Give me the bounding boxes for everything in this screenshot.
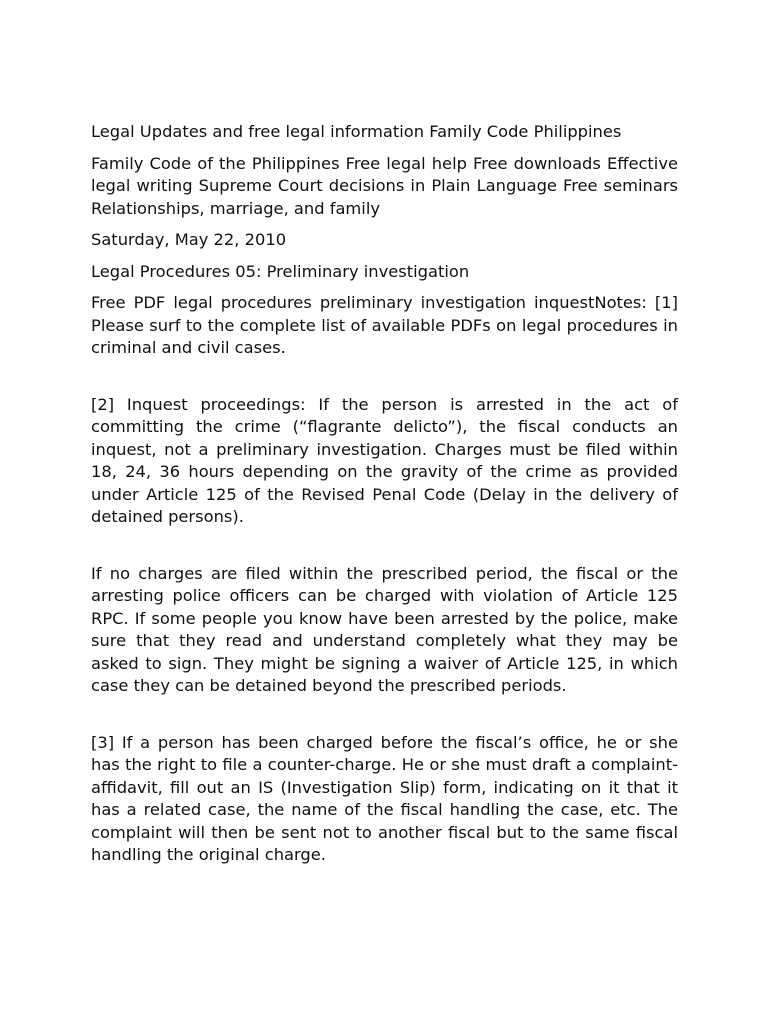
document-tagline: Family Code of the Philippines Free legal help Free downloads Effective legal writing Supreme Court decisions in Plain Language Free seminars Relationships, marriage, and family: [91, 153, 678, 218]
paragraph-no-charges: If no charges are filed within the prescribed period, the fiscal or the arresting police officers can be charged with violation of Article 125 RPC. If some people you know have been arrested by the police, make sure that they read and understand completely what they may be asked to sign. They might be signing a waiver of Article 125, in which case they can be detained beyond the prescribed periods.: [91, 563, 678, 695]
paragraph-intro: Free PDF legal procedures preliminary investigation inquestNotes: [1] Please surf to the complete list of available PDFs on legal procedures in criminal and civil cases.: [91, 293, 678, 357]
post-date: Saturday, May 22, 2010: [91, 230, 287, 249]
document-title: Legal Updates and free legal information Family Code Philippines: [91, 122, 622, 141]
paragraph-inquest: [2] Inquest proceedings: If the person is arrested in the act of committing the crime (“flagrante delicto”), the fiscal conducts an inquest, not a preliminary investigation. Charges must be filed within 18, 24, 36 hours depending on the gravity of the crime as provided under Article 125 of the Revised Penal Code (Delay in the delivery of detained persons).: [91, 394, 678, 526]
paragraph-counter-charge: [3] If a person has been charged before the fiscal’s office, he or she has the right to file a counter-charge. He or she must draft a complaint-affidavit, fill out an IS (Investigation Slip) form, indicating on it that it has a related case, the name of the fiscal handling the case, etc. The complaint will then be sent not to another fiscal but to the same fiscal handling the original charge.: [91, 732, 678, 864]
post-title: Legal Procedures 05: Preliminary investigation: [91, 261, 470, 281]
document-page: [91, 121, 678, 867]
